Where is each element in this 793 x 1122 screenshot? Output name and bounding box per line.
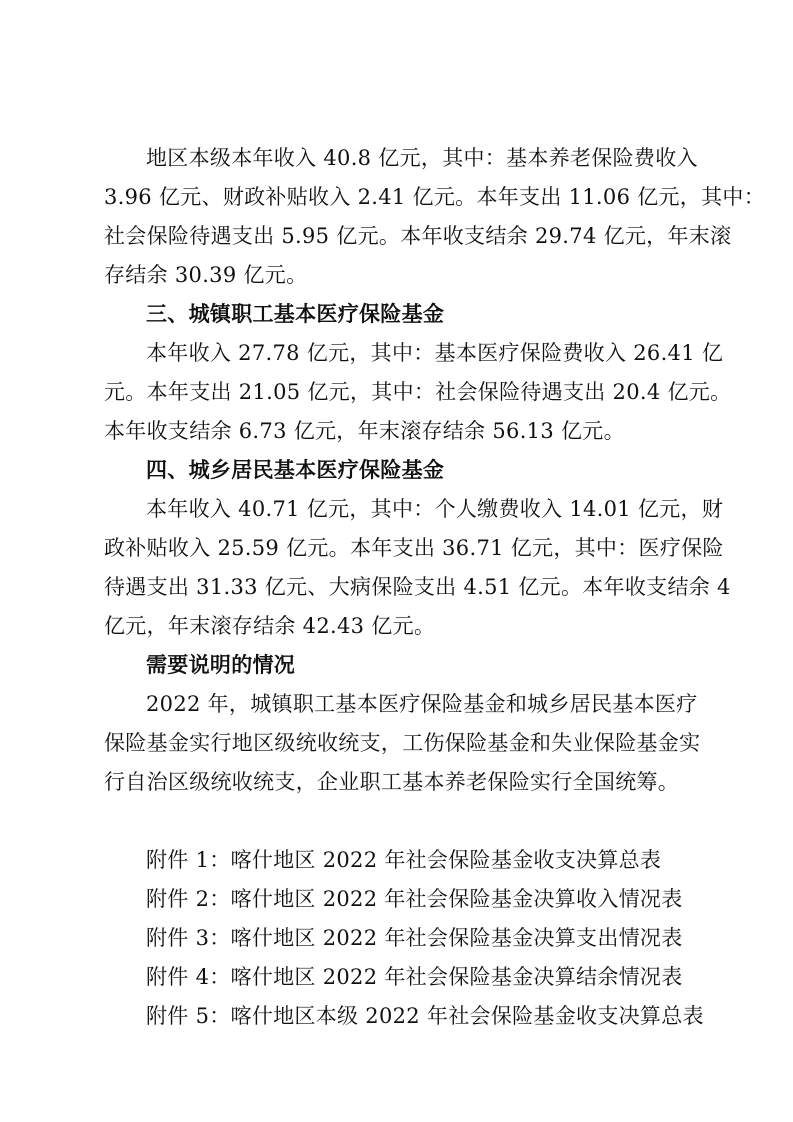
section-heading: 三、城镇职工基本医疗保险基金 — [146, 302, 445, 326]
paragraph-line: 本年收入 27.78 亿元，其中：基本医疗保险费收入 26.41 亿 — [146, 341, 724, 365]
paragraph-line: 亿元，年末滚存结余 42.43 亿元。 — [104, 614, 436, 638]
attachment-item: 附件 2：喀什地区 2022 年社会保险基金决算收入情况表 — [146, 887, 683, 911]
paragraph-line: 社会保险待遇支出 5.95 亿元。本年收支结余 29.74 亿元，年末滚 — [104, 224, 732, 248]
paragraph-line: 保险基金实行地区级统收统支，工伤保险基金和失业保险基金实 — [104, 731, 701, 755]
attachment-item: 附件 5：喀什地区本级 2022 年社会保险基金收支决算总表 — [146, 1004, 704, 1028]
paragraph-line: 2022 年，城镇职工基本医疗保险基金和城乡居民基本医疗 — [146, 692, 698, 716]
attachment-item: 附件 1：喀什地区 2022 年社会保险基金收支决算总表 — [146, 848, 662, 872]
section-heading: 需要说明的情况 — [146, 653, 296, 677]
paragraph-line: 政补贴收入 25.59 亿元。本年支出 36.71 亿元，其中：医疗保险 — [104, 536, 724, 560]
paragraph-line: 本年收支结余 6.73 亿元，年末滚存结余 56.13 亿元。 — [104, 419, 625, 443]
attachment-item: 附件 3：喀什地区 2022 年社会保险基金决算支出情况表 — [146, 926, 683, 950]
paragraph-line: 行自治区级统收统支，企业职工基本养老保险实行全国统筹。 — [104, 770, 680, 794]
paragraph-line: 地区本级本年收入 40.8 亿元，其中：基本养老保险费收入 — [146, 146, 698, 170]
paragraph-line: 元。本年支出 21.05 亿元，其中：社会保险待遇支出 20.4 亿元。 — [104, 380, 732, 404]
paragraph-line: 3.96 亿元、财政补贴收入 2.41 亿元。本年支出 11.06 亿元，其中： — [104, 185, 766, 209]
paragraph-line: 存结余 30.39 亿元。 — [104, 263, 308, 287]
section-heading: 四、城乡居民基本医疗保险基金 — [146, 458, 445, 482]
paragraph-line: 本年收入 40.71 亿元，其中：个人缴费收入 14.01 亿元，财 — [146, 497, 724, 521]
attachment-item: 附件 4：喀什地区 2022 年社会保险基金决算结余情况表 — [146, 965, 683, 989]
paragraph-line: 待遇支出 31.33 亿元、大病保险支出 4.51 亿元。本年收支结余 4 — [104, 575, 731, 599]
